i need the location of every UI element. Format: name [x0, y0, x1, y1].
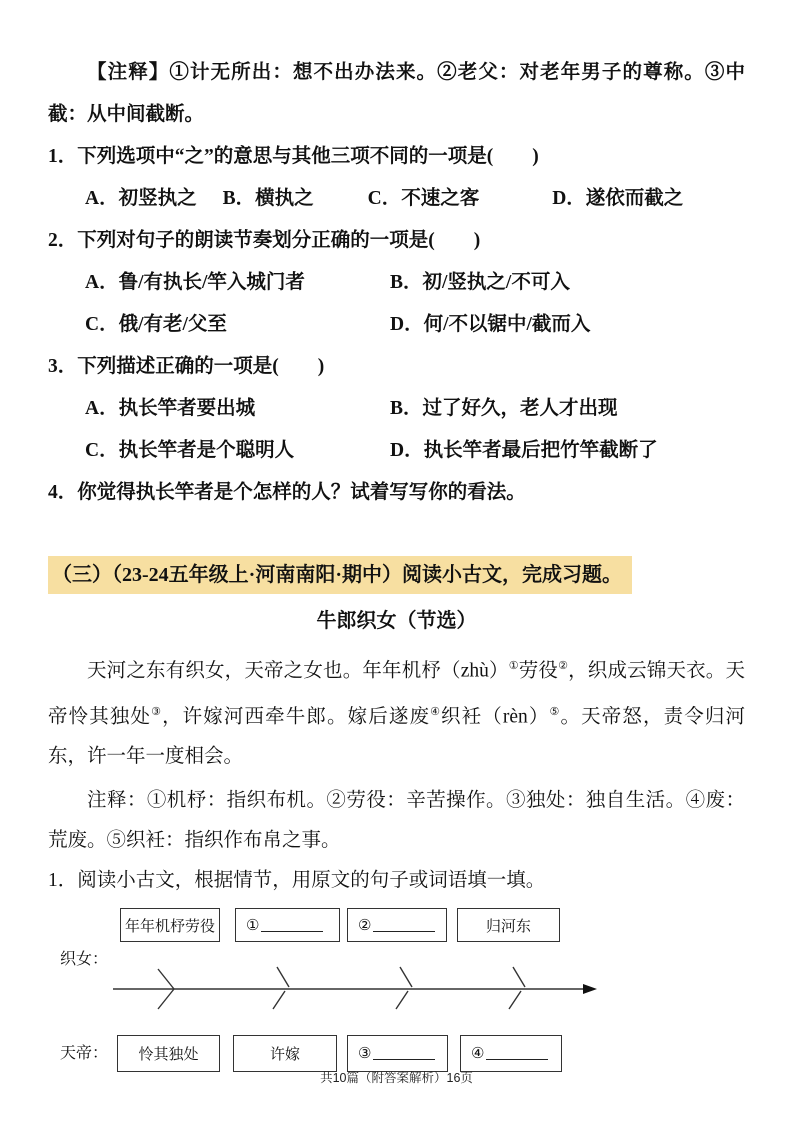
timeline-arrow — [60, 960, 620, 1020]
section-3-header-row — [48, 556, 745, 594]
option-c: C．不速之客 — [367, 188, 480, 209]
blank-line — [373, 919, 435, 932]
weaver-event-box-2-blank: ① — [235, 908, 340, 942]
option-d: D．执长竿者最后把竹竿截断了 — [390, 440, 658, 461]
weaver-row-label: 织女： — [60, 951, 109, 968]
weaver-event-box-1: 年年机杼劳役 — [120, 908, 220, 942]
emperor-row-label: 天帝： — [60, 1045, 109, 1062]
emperor-event-box-3-blank: ③ — [347, 1035, 448, 1072]
question-2-stem: 2．下列对句子的朗读节奏划分正确的一项是( ) — [48, 230, 481, 251]
blank-line — [373, 1047, 435, 1060]
passage-annotations: 注释：①机杼：指织布机。②劳役：辛苦操作。③独处：独自生活。④废：荒废。⑤织衽：指织作布帛之事。 — [48, 790, 745, 851]
previous-exercise-section — [48, 52, 745, 514]
footnote-marker-2: ② — [558, 660, 569, 672]
question-1-stem: 1．下列选项中“之”的意思与其他三项不同的一项是( ) — [48, 146, 539, 167]
option-b: B．横执之 — [222, 188, 314, 209]
footnote-marker-5: ⑤ — [549, 705, 561, 718]
question-2-options — [48, 262, 745, 346]
emperor-event-box-2: 许嫁 — [233, 1035, 337, 1072]
question-4-stem: 4．你觉得执长竿者是个怎样的人？试着写写你的看法。 — [48, 482, 526, 503]
fill-in-question-stem: 1．阅读小古文，根据情节，用原文的句子或词语填一填。 — [48, 870, 546, 891]
question-3-options — [48, 388, 745, 472]
section-3-header-highlight: （三）（23-24五年级上·河南南阳·期中）阅读小古文，完成习题。 — [48, 556, 632, 594]
option-b: B．过了好久，老人才出现 — [390, 398, 618, 419]
footnote-marker-3: ③ — [151, 705, 163, 718]
option-a: A．初竖执之 — [85, 188, 197, 209]
emperor-event-box-4-blank: ④ — [460, 1035, 562, 1072]
weaver-event-box-3-blank: ② — [347, 908, 447, 942]
footnote-marker-1: ① — [508, 660, 519, 672]
emperor-event-box-1: 怜其独处 — [117, 1035, 220, 1072]
option-a: A．鲁/有执长/竿入城门者 — [85, 272, 305, 293]
blank-line — [261, 919, 323, 932]
passage-title: 牛郎织女（节选） — [316, 610, 477, 632]
option-c: C．俄/有老/父至 — [85, 314, 227, 335]
option-b: B．初/竖执之/不可入 — [390, 272, 570, 293]
footnote-marker-4: ④ — [430, 705, 442, 718]
question-3-stem: 3．下列描述正确的一项是( ) — [48, 356, 325, 377]
page-footer: 共10篇（附答案解析）16页 — [320, 1071, 473, 1085]
weaver-event-box-4: 归河东 — [457, 908, 560, 942]
option-d: D．遂依而截之 — [552, 188, 684, 209]
option-c: C．执长竿者是个聪明人 — [85, 440, 295, 461]
question-1-options — [48, 178, 745, 220]
story-timeline-diagram — [48, 903, 745, 1083]
option-a: A．执长竿者要出城 — [85, 398, 256, 419]
blank-line — [486, 1047, 548, 1060]
annotation-paragraph: 【注释】①计无所出：想不出办法来。②老父：对老年男子的尊称。③中截：从中间截断。 — [48, 62, 745, 125]
option-d: D．何/不以锯中/截而入 — [390, 314, 591, 335]
passage-text: 天河之东有织女，天帝之女也。年年机杼（zhù）①劳役②，织成云锦天衣。天帝怜其独处③，许嫁河西牵牛郎。嫁后遂废④织衽（rèn）⑤。天帝怒，责令归河东，许一年一度相会。 — [48, 660, 745, 767]
